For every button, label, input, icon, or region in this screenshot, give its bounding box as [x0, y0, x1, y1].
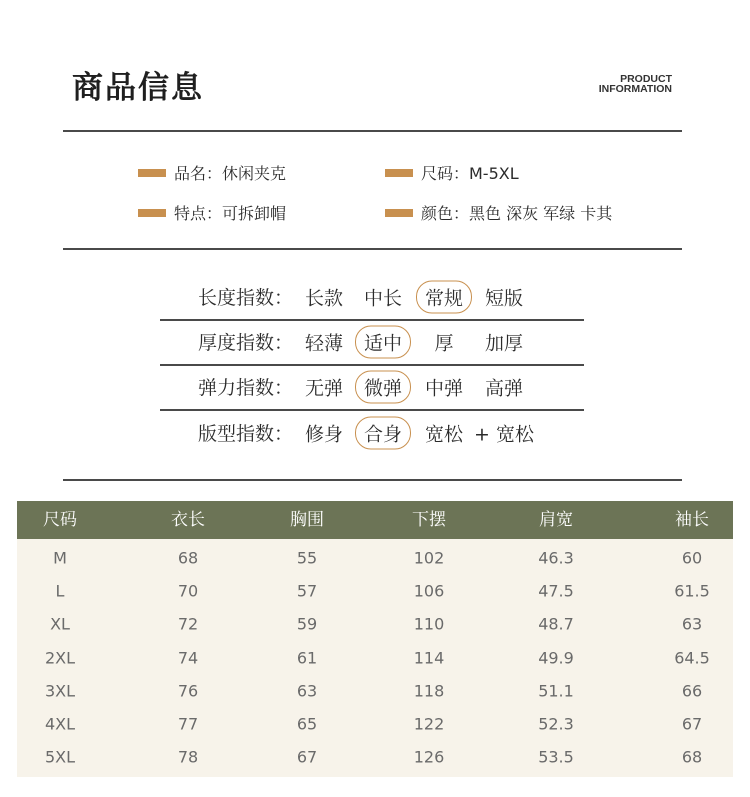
table-header-cell: 尺码	[43, 510, 77, 530]
size-table	[17, 501, 733, 777]
table-cell: 48.7	[538, 614, 574, 634]
table-cell: XL	[50, 614, 70, 634]
table-cell: 66	[681, 681, 703, 701]
index-option: 加厚	[484, 332, 524, 354]
accent-bar	[385, 209, 413, 217]
subtitle-line-2: INFORMATION	[598, 83, 672, 95]
index-row	[160, 410, 584, 455]
table-cell: 63	[681, 614, 703, 634]
table-cell: 67	[681, 714, 703, 734]
table-cell: 72	[177, 614, 199, 634]
index-option: + 宽松	[474, 423, 534, 445]
info-color-text: 颜色：黑色 深灰 军绿 卡其	[421, 204, 613, 223]
table-cell: 46.3	[538, 548, 574, 568]
index-option: 长款	[304, 287, 344, 309]
page-title: 商品信息	[72, 70, 204, 106]
table-cell: 57	[296, 581, 318, 601]
table-cell: M	[53, 548, 67, 568]
table-cell: L	[55, 581, 65, 601]
index-option: 中长	[363, 287, 403, 309]
table-cell: 102	[413, 548, 445, 568]
index-option-selected: 适中	[355, 325, 411, 358]
table-cell: 118	[413, 681, 445, 701]
table-cell: 114	[413, 648, 445, 668]
info-name	[138, 161, 286, 184]
divider-middle	[63, 248, 682, 250]
table-cell: 65	[296, 714, 318, 734]
index-option: 宽松	[424, 423, 464, 445]
size-table-header	[17, 501, 733, 539]
table-cell: 68	[177, 548, 199, 568]
index-option: 无弹	[304, 377, 344, 399]
table-cell: 55	[296, 548, 318, 568]
table-cell: 122	[413, 714, 445, 734]
table-cell: 64.5	[674, 648, 710, 668]
table-cell: 52.3	[538, 714, 574, 734]
table-cell: 110	[413, 614, 445, 634]
index-option: 中弹	[424, 377, 464, 399]
table-cell: 4XL	[44, 714, 76, 734]
index-label: 版型指数：	[198, 423, 294, 445]
table-cell: 126	[413, 747, 445, 767]
info-name-text: 品名：休闲夹克	[174, 164, 287, 183]
divider-bottom	[63, 479, 682, 481]
index-label: 厚度指数：	[198, 332, 294, 354]
table-cell: 63	[296, 681, 318, 701]
table-cell: 2XL	[44, 648, 76, 668]
table-cell: 67	[296, 747, 318, 767]
index-option: 短版	[484, 287, 524, 309]
index-row	[160, 319, 584, 364]
accent-bar	[138, 209, 166, 217]
table-cell: 76	[177, 681, 199, 701]
table-cell: 74	[177, 648, 199, 668]
table-cell: 5XL	[44, 747, 76, 767]
table-header-cell: 下摆	[412, 510, 446, 530]
subtitle-line-1: PRODUCT	[620, 73, 672, 85]
index-option: 厚	[434, 332, 454, 354]
table-cell: 61.5	[674, 581, 710, 601]
table-cell: 70	[177, 581, 199, 601]
info-size-text: 尺码：M-5XL	[421, 164, 519, 183]
index-row	[160, 274, 584, 319]
table-cell: 47.5	[538, 581, 574, 601]
index-option: 高弹	[484, 377, 524, 399]
table-cell: 51.1	[538, 681, 574, 701]
table-cell: 60	[681, 548, 703, 568]
info-size	[385, 161, 519, 184]
index-row	[160, 364, 584, 409]
index-label: 弹力指数：	[198, 377, 294, 399]
accent-bar	[385, 169, 413, 177]
index-option-selected: 合身	[355, 416, 411, 449]
index-option-selected: 常规	[416, 280, 472, 313]
table-cell: 106	[413, 581, 445, 601]
table-header-cell: 肩宽	[539, 510, 573, 530]
table-header-cell: 胸围	[290, 510, 324, 530]
info-feature-text: 特点：可拆卸帽	[174, 204, 287, 223]
table-cell: 78	[177, 747, 199, 767]
table-header-cell: 袖长	[675, 510, 709, 530]
index-option: 轻薄	[304, 332, 344, 354]
index-option-selected: 微弹	[355, 370, 411, 403]
table-cell: 49.9	[538, 648, 574, 668]
table-cell: 77	[177, 714, 199, 734]
info-color	[385, 201, 612, 224]
page-subtitle	[599, 74, 672, 94]
table-cell: 59	[296, 614, 318, 634]
index-label: 长度指数：	[198, 287, 294, 309]
index-option: 修身	[304, 423, 344, 445]
table-header-cell: 衣长	[171, 510, 205, 530]
table-cell: 68	[681, 747, 703, 767]
table-cell: 61	[296, 648, 318, 668]
accent-bar	[138, 169, 166, 177]
divider-top	[63, 130, 682, 132]
table-cell: 3XL	[44, 681, 76, 701]
info-feature	[138, 201, 286, 224]
table-cell: 53.5	[538, 747, 574, 767]
